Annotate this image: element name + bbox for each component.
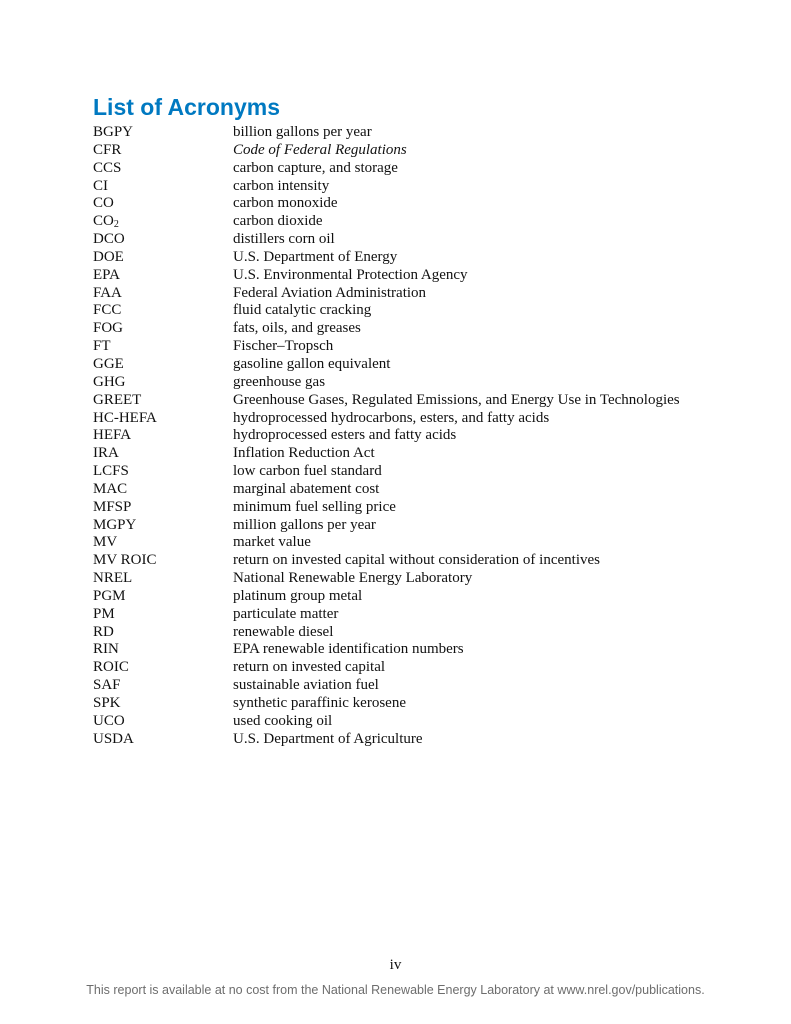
acronym-definition: million gallons per year xyxy=(233,516,376,533)
acronym-term xyxy=(93,713,233,731)
acronym-definition: National Renewable Energy Laboratory xyxy=(233,570,473,587)
acronym-term-text: FAA xyxy=(93,284,122,301)
acronym-row xyxy=(93,124,733,142)
acronym-definition: fluid catalytic cracking xyxy=(233,302,372,319)
acronym-definition: distillers corn oil xyxy=(233,231,335,248)
acronym-row xyxy=(93,356,733,374)
acronym-term-text: SAF xyxy=(93,677,121,694)
acronym-definition: particulate matter xyxy=(233,605,339,622)
acronym-term xyxy=(93,142,233,160)
acronym-term-text: FOG xyxy=(93,320,124,337)
acronym-term xyxy=(93,302,233,320)
acronym-definition: U.S. Department of Agriculture xyxy=(233,730,423,747)
acronym-term xyxy=(93,445,233,463)
acronym-term-text: DOE xyxy=(93,248,124,265)
acronym-definition: market value xyxy=(233,534,311,551)
acronym-row xyxy=(93,142,733,160)
acronym-definition: Greenhouse Gases, Regulated Emissions, and Energy Use in Technologies xyxy=(233,391,680,408)
acronym-term-text: EPA xyxy=(93,266,120,283)
acronym-row xyxy=(93,302,733,320)
acronym-definition: marginal abatement cost xyxy=(233,480,380,497)
acronym-row xyxy=(93,320,733,338)
acronym-term-text: IRA xyxy=(93,445,119,462)
acronym-definition: platinum group metal xyxy=(233,587,363,604)
acronym-term-text: LCFS xyxy=(93,463,129,480)
acronym-row xyxy=(93,606,733,624)
acronym-term-text: MFSP xyxy=(93,498,132,515)
acronym-term-text: GREET xyxy=(93,391,142,408)
acronym-definition: Federal Aviation Administration xyxy=(233,284,427,301)
acronym-term-text: CO xyxy=(93,213,114,230)
page-number: iv xyxy=(389,957,402,973)
acronym-definition: return on invested capital xyxy=(233,659,386,676)
acronym-term-text: HC-HEFA xyxy=(93,409,157,426)
acronym-row xyxy=(93,677,733,695)
acronym-definition: gasoline gallon equivalent xyxy=(233,355,391,372)
acronym-term-text: CO xyxy=(93,195,114,212)
acronym-term xyxy=(93,427,233,445)
acronym-term xyxy=(93,392,233,410)
acronym-definition: low carbon fuel standard xyxy=(233,463,382,480)
acronym-term xyxy=(93,570,233,588)
acronym-definition: Inflation Reduction Act xyxy=(233,445,375,462)
acronym-definition: EPA renewable identification numbers xyxy=(233,641,464,658)
acronym-term xyxy=(93,606,233,624)
acronym-definition: minimum fuel selling price xyxy=(233,498,396,515)
acronym-term xyxy=(93,267,233,285)
acronym-term xyxy=(93,213,233,231)
acronym-term-text: DCO xyxy=(93,231,125,248)
acronym-row xyxy=(93,731,733,749)
acronym-row xyxy=(93,695,733,713)
acronym-term-text: MGPY xyxy=(93,516,137,533)
acronym-definition: carbon monoxide xyxy=(233,195,338,212)
acronym-row xyxy=(93,534,733,552)
acronym-term-text: RIN xyxy=(93,641,119,658)
acronym-term-text: PM xyxy=(93,605,115,622)
acronym-term xyxy=(93,320,233,338)
acronym-definition: renewable diesel xyxy=(233,623,334,640)
acronym-term xyxy=(93,178,233,196)
acronym-term xyxy=(93,249,233,267)
acronym-term xyxy=(93,677,233,695)
acronym-row xyxy=(93,517,733,535)
acronym-row xyxy=(93,338,733,356)
acronym-term-text: RD xyxy=(93,623,114,640)
acronym-definition: carbon intensity xyxy=(233,177,330,194)
acronym-term-text: USDA xyxy=(93,730,134,747)
acronym-term-text: BGPY xyxy=(93,124,134,140)
acronym-row xyxy=(93,267,733,285)
acronym-term xyxy=(93,588,233,606)
acronym-definition: sustainable aviation fuel xyxy=(233,677,379,694)
acronym-term-text: FCC xyxy=(93,302,122,319)
acronym-term xyxy=(93,731,233,749)
acronym-term-text: HEFA xyxy=(93,427,132,444)
acronym-row xyxy=(93,659,733,677)
acronym-row xyxy=(93,713,733,731)
acronym-term xyxy=(93,624,233,642)
acronym-row xyxy=(93,588,733,606)
acronym-term-text: PGM xyxy=(93,587,126,604)
acronym-term xyxy=(93,124,233,142)
acronym-term xyxy=(93,481,233,499)
page-title: List of Acronyms xyxy=(93,94,281,120)
acronym-term xyxy=(93,641,233,659)
acronym-row xyxy=(93,410,733,428)
acronym-row xyxy=(93,641,733,659)
acronym-term xyxy=(93,160,233,178)
acronym-row xyxy=(93,392,733,410)
acronym-definition: carbon capture, and storage xyxy=(233,159,398,176)
acronym-term xyxy=(93,195,233,213)
acronym-row xyxy=(93,463,733,481)
acronym-definition: used cooking oil xyxy=(233,712,333,729)
acronym-term-text: MV ROIC xyxy=(93,552,157,569)
acronym-row xyxy=(93,552,733,570)
acronym-definition: carbon dioxide xyxy=(233,213,323,230)
acronym-term xyxy=(93,374,233,392)
acronym-row xyxy=(93,178,733,196)
acronym-definition: hydroprocessed hydrocarbons, esters, and fatty acids xyxy=(233,409,550,426)
acronym-definition: U.S. Environmental Protection Agency xyxy=(233,266,468,283)
acronym-term xyxy=(93,356,233,374)
acronym-term-text: MAC xyxy=(93,480,128,497)
acronym-row xyxy=(93,249,733,267)
acronym-term xyxy=(93,338,233,356)
acronym-row xyxy=(93,213,733,231)
acronym-term xyxy=(93,463,233,481)
acronym-definition: Fischer–Tropsch xyxy=(233,338,334,355)
acronym-term xyxy=(93,499,233,517)
acronym-row xyxy=(93,427,733,445)
acronym-term xyxy=(93,285,233,303)
acronym-term-text: NREL xyxy=(93,570,133,587)
acronym-row xyxy=(93,624,733,642)
acronym-list xyxy=(93,124,733,749)
acronym-row xyxy=(93,195,733,213)
acronym-term xyxy=(93,534,233,552)
acronym-term-text: CFR xyxy=(93,141,122,158)
acronym-row xyxy=(93,570,733,588)
acronym-term xyxy=(93,410,233,428)
acronym-definition: Code of Federal Regulations xyxy=(233,141,407,158)
acronym-row xyxy=(93,445,733,463)
acronym-term-text: SPK xyxy=(93,695,121,711)
acronym-term-text: FT xyxy=(93,338,111,355)
acronym-row xyxy=(93,481,733,499)
acronym-definition: hydroprocessed esters and fatty acids xyxy=(233,427,457,444)
acronym-row xyxy=(93,285,733,303)
acronym-row xyxy=(93,160,733,178)
acronym-row xyxy=(93,374,733,392)
acronym-term xyxy=(93,659,233,677)
acronym-definition: billion gallons per year xyxy=(233,124,372,140)
acronym-term xyxy=(93,552,233,570)
acronym-term-text: MV xyxy=(93,534,118,551)
acronym-row xyxy=(93,499,733,517)
acronym-term xyxy=(93,695,233,713)
acronym-term xyxy=(93,231,233,249)
acronym-definition: synthetic paraffinic kerosene xyxy=(233,695,406,711)
acronym-term-text: CI xyxy=(93,177,108,194)
acronym-definition: U.S. Department of Energy xyxy=(233,248,398,265)
acronym-term-text: GHG xyxy=(93,373,126,390)
acronym-definition: return on invested capital without consideration of incentives xyxy=(233,552,600,569)
acronym-term-text: GGE xyxy=(93,355,124,372)
footer-note: This report is available at no cost from the National Renewable Energy Laboratory at www.nrel.gov/publications. xyxy=(86,983,705,997)
acronym-term-text: UCO xyxy=(93,712,125,729)
acronym-term xyxy=(93,517,233,535)
acronym-row xyxy=(93,231,733,249)
acronym-definition: fats, oils, and greases xyxy=(233,320,361,337)
acronym-definition: greenhouse gas xyxy=(233,373,326,390)
acronym-term-text: ROIC xyxy=(93,659,129,676)
acronym-term-subscript: 2 xyxy=(113,219,119,231)
acronym-term-text: CCS xyxy=(93,159,122,176)
